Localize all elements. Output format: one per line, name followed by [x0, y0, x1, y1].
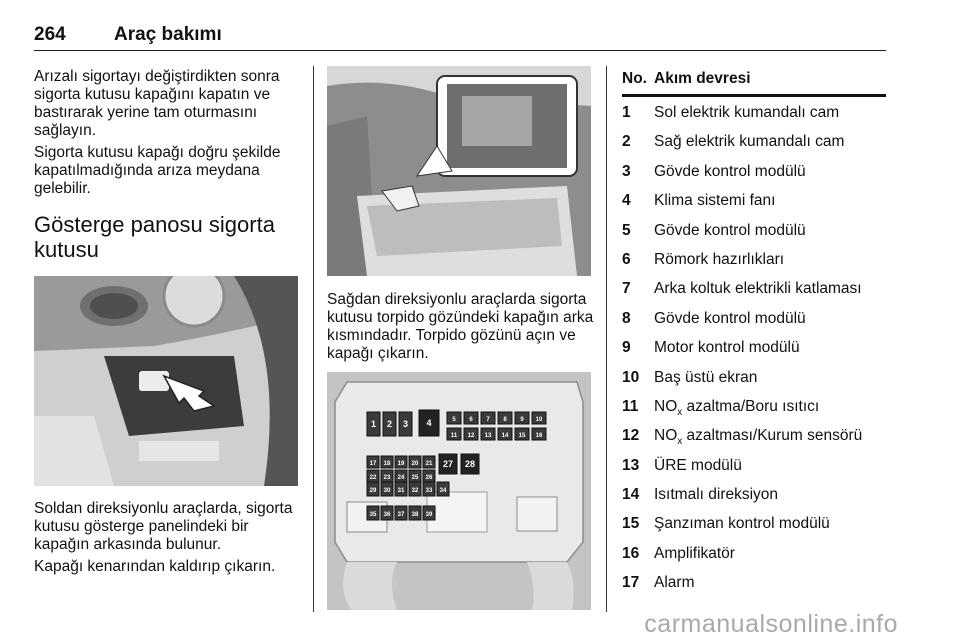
circuit-name: Arka koltuk elektrikli katlaması: [654, 280, 862, 298]
circuit-name: Motor kontrol modülü: [654, 339, 800, 357]
svg-text:19: 19: [397, 461, 405, 467]
svg-text:17: 17: [369, 461, 377, 467]
svg-text:2: 2: [386, 419, 393, 429]
table-row: [622, 391, 886, 420]
table-row: [622, 567, 886, 596]
caption-left: [34, 500, 302, 580]
table-row: [622, 450, 886, 479]
fuse-table: [622, 66, 886, 597]
fuse-27: [439, 454, 457, 474]
svg-text:22: 22: [369, 475, 377, 481]
fuse-32: [409, 482, 421, 496]
table-row: [622, 303, 886, 332]
fuse-number: 17: [622, 574, 640, 592]
table-header: [622, 66, 886, 97]
circuit-name: $NO_x$ azaltması/Kurum sensörü: [654, 427, 863, 448]
table-row: [622, 332, 886, 361]
fuse-number: 3: [622, 162, 631, 180]
fuse-22: [367, 470, 379, 482]
svg-text:34: 34: [439, 488, 447, 494]
fuse-8: [498, 412, 512, 424]
fuse-number: 12: [622, 427, 640, 445]
fuse-11: [447, 428, 461, 440]
paragraph-fuse-cover: Arızalı sigortayı değiştirdikten sonra sigorta kutusu kapağını kapatın ve bastırarak yerine tam oturmasını sağlayın.: [34, 68, 280, 139]
table-row: [622, 126, 886, 155]
fuse-1: [367, 412, 380, 436]
svg-text:32: 32: [411, 488, 419, 494]
svg-text:8: 8: [503, 417, 507, 423]
fuse-31: [395, 482, 407, 496]
svg-text:14: 14: [501, 433, 509, 439]
fuse-number: 10: [622, 368, 640, 386]
fuse-number: 14: [622, 486, 640, 504]
fuse-3: [399, 412, 412, 436]
column-divider-2: [606, 66, 607, 612]
fuse-13: [481, 428, 495, 440]
svg-text:28: 28: [464, 459, 476, 469]
fuse-number: 16: [622, 544, 640, 562]
svg-text:9: 9: [520, 417, 524, 423]
fuse-28: [461, 454, 479, 474]
fuse-39: [423, 506, 435, 520]
fuse-29: [367, 482, 379, 496]
svg-text:23: 23: [383, 475, 391, 481]
svg-text:6: 6: [469, 417, 473, 423]
fuse-21: [423, 456, 435, 468]
column-left: [34, 68, 296, 274]
fusebox-diagram: [327, 372, 591, 610]
svg-text:20: 20: [411, 461, 419, 467]
table-row: [622, 479, 886, 508]
fuse-6: [464, 412, 478, 424]
svg-text:39: 39: [425, 512, 433, 518]
fuse-number: 4: [622, 192, 631, 210]
table-row: [622, 273, 886, 302]
circuit-name: Alarm: [654, 574, 695, 592]
fuse-9: [515, 412, 529, 424]
svg-text:25: 25: [411, 475, 419, 481]
svg-text:3: 3: [402, 419, 409, 429]
fuse-26: [423, 470, 435, 482]
svg-text:16: 16: [535, 433, 543, 439]
circuit-name: Baş üstü ekran: [654, 368, 758, 386]
svg-text:18: 18: [383, 461, 391, 467]
circuit-name: Sağ elektrik kumandalı cam: [654, 133, 845, 151]
fuse-38: [409, 506, 421, 520]
section-title: Araç bakımı: [114, 24, 222, 45]
fuse-4: [419, 410, 439, 436]
fuse-37: [395, 506, 407, 520]
caption-middle: [327, 291, 595, 367]
circuit-name: Amplifikatör: [654, 544, 735, 562]
svg-text:31: 31: [397, 488, 405, 494]
table-row: [622, 185, 886, 214]
header-circuit: Akım devresi: [654, 70, 751, 87]
caption-remove-cover: Kapağı kenarından kaldırıp çıkarın.: [34, 558, 276, 575]
svg-text:12: 12: [467, 433, 475, 439]
table-row: [622, 508, 886, 537]
table-row: [622, 156, 886, 185]
table-row: [622, 420, 886, 449]
table-row: [622, 215, 886, 244]
page-number: 264: [34, 24, 66, 45]
svg-text:37: 37: [397, 512, 405, 518]
svg-text:7: 7: [486, 417, 490, 423]
fuse-14: [498, 428, 512, 440]
caption-lhd: Soldan direksiyonlu araçlarda, sigorta kutusu gösterge panelindeki bir kapağın arkasında bulunur.: [34, 500, 293, 553]
fuse-36: [381, 506, 393, 520]
fuse-number: 11: [622, 397, 639, 415]
svg-text:27: 27: [442, 459, 454, 469]
circuit-name: ÜRE modülü: [654, 456, 742, 474]
svg-text:36: 36: [383, 512, 391, 518]
fuse-number: 1: [622, 104, 631, 121]
svg-text:11: 11: [450, 433, 458, 439]
fuse-5: [447, 412, 461, 424]
watermark: carmanualsonline.info: [644, 610, 898, 638]
table-row: [622, 538, 886, 567]
section-heading: Gösterge panosu sigorta kutusu: [34, 212, 275, 262]
fuse-15: [515, 428, 529, 440]
paragraph-malfunction: Sigorta kutusu kapağı doğru şekilde kapatılmadığında arıza meydana gelebilir.: [34, 144, 281, 197]
circuit-name: Gövde kontrol modülü: [654, 221, 806, 239]
header-no: No.: [622, 70, 647, 87]
circuit-name: Klima sistemi fanı: [654, 192, 776, 210]
svg-text:29: 29: [369, 488, 377, 494]
fuse-number: 6: [622, 250, 631, 268]
fuse-2: [383, 412, 396, 436]
page-header: [34, 24, 886, 51]
svg-text:21: 21: [425, 461, 433, 467]
svg-text:35: 35: [369, 512, 377, 518]
fuse-12: [464, 428, 478, 440]
svg-text:30: 30: [383, 488, 391, 494]
fuse-30: [381, 482, 393, 496]
fuse-23: [381, 470, 393, 482]
fuse-number: 13: [622, 456, 640, 474]
circuit-name: Şanzıman kontrol modülü: [654, 515, 830, 533]
table-row: [622, 244, 886, 273]
fuse-7: [481, 412, 495, 424]
fuse-number: 9: [622, 339, 631, 357]
svg-text:1: 1: [370, 419, 377, 429]
fuse-number: 8: [622, 309, 631, 327]
svg-text:10: 10: [535, 417, 543, 423]
fuse-25: [409, 470, 421, 482]
fuse-number: 7: [622, 280, 631, 298]
circuit-name: Gövde kontrol modülü: [654, 162, 806, 180]
circuit-name: Isıtmalı direksiyon: [654, 486, 779, 504]
fuse-20: [409, 456, 421, 468]
fuse-35: [367, 506, 379, 520]
glovebox-fusebox-photo: [327, 66, 591, 276]
fuse-19: [395, 456, 407, 468]
circuit-name: Gövde kontrol modülü: [654, 309, 806, 327]
svg-text:13: 13: [484, 433, 492, 439]
fuse-18: [381, 456, 393, 468]
dashboard-fusebox-photo: [34, 276, 298, 486]
svg-text:5: 5: [452, 417, 456, 423]
fuse-24: [395, 470, 407, 482]
fuse-34: [437, 482, 449, 496]
svg-text:24: 24: [397, 475, 405, 481]
svg-text:15: 15: [518, 433, 526, 439]
fuse-number: 2: [622, 133, 631, 151]
circuit-name: Sol elektrik kumandalı cam: [654, 104, 840, 121]
fuse-33: [423, 482, 435, 496]
caption-rhd: Sağdan direksiyonlu araçlarda sigorta kutusu torpido gözündeki kapağın arka kısmındadır. Torpido gözünü açın ve kapağı çıkarın.: [327, 291, 594, 362]
svg-text:38: 38: [411, 512, 419, 518]
fuse-10: [532, 412, 546, 424]
table-row: [622, 97, 886, 126]
svg-text:26: 26: [425, 475, 433, 481]
circuit-name: $NO_x$ azaltma/Boru ısıtıcı: [654, 397, 820, 418]
fuse-16: [532, 428, 546, 440]
svg-text:33: 33: [425, 488, 433, 494]
svg-text:4: 4: [426, 418, 432, 428]
fuse-number: 15: [622, 515, 640, 533]
circuit-name: Römork hazırlıkları: [654, 250, 785, 268]
fuse-number: 5: [622, 221, 631, 239]
fuse-17: [367, 456, 379, 468]
table-row: [622, 362, 886, 391]
column-divider-1: [313, 66, 314, 612]
